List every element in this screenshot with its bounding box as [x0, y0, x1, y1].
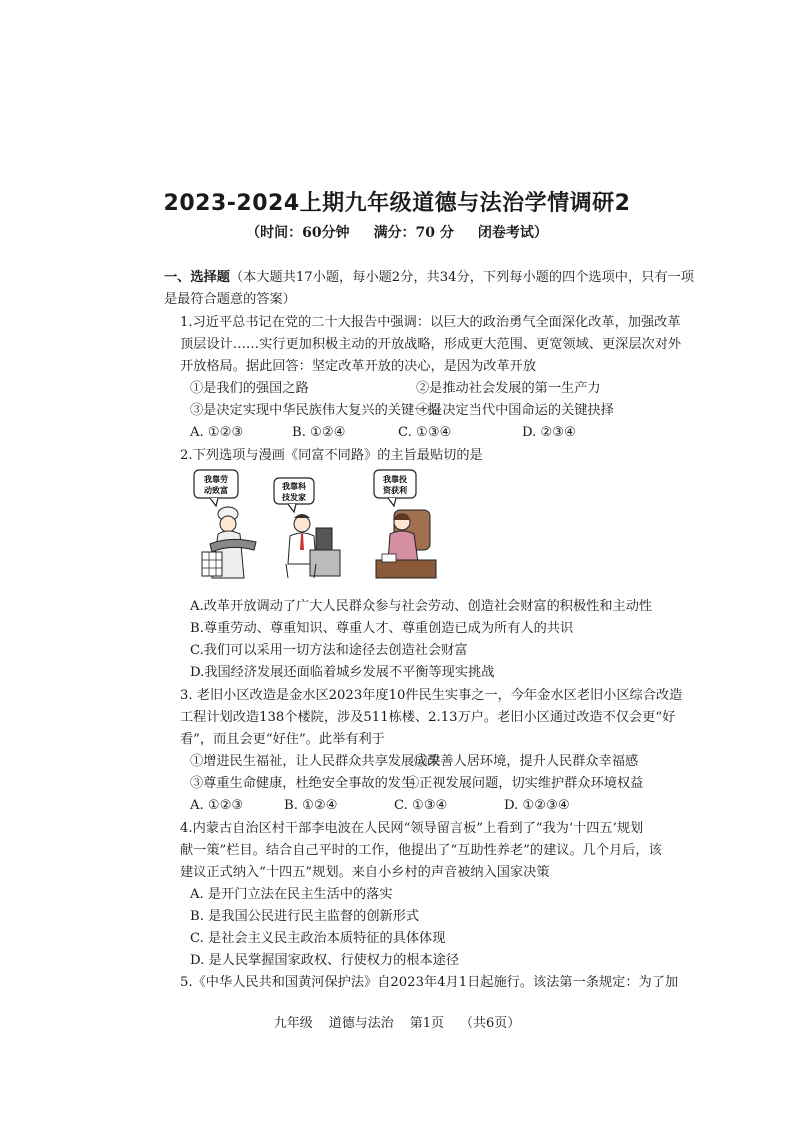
section-instruction-line2: 是最符合题意的答案）	[164, 292, 296, 307]
q1-option-b: B. ①②④	[292, 425, 346, 440]
q1-statement-4: ④是决定当代中国命运的关键抉择	[416, 403, 614, 418]
cartoon-illustration	[190, 466, 450, 596]
q4-option-b: B. 是我国公民进行民主监督的创新形式	[190, 909, 420, 924]
q1-line1: 1.习近平总书记在党的二十大报告中强调：以巨大的政治勇气全面深化改革，加强改革	[180, 315, 681, 330]
q4-line2: 献一策”栏目。结合自己平时的工作，他提出了“互助性养老”的建议。几个月后，该	[180, 843, 662, 858]
q1-statement-2: ②是推动社会发展的第一生产力	[416, 381, 601, 396]
footer-grade: 九年级	[273, 1016, 313, 1031]
footer-total: （共6页）	[460, 1016, 521, 1031]
page-title: 2023-2024上期九年级道德与法治学情调研2	[163, 191, 631, 216]
q4-option-a: A. 是开门立法在民主生活中的落实	[190, 887, 393, 902]
q3-line1: 3. 老旧小区改造是金水区2023年度10件民生实事之一，今年金水区老旧小区综合改造	[180, 688, 683, 703]
bubble1-line2: 动致富	[204, 486, 228, 495]
q3-line3: 看”，而且会更“好住”。此举有利于	[180, 732, 385, 747]
q3-line2: 工程计划改造138个楼院，涉及511栋楼、2.13万户。老旧小区通过改造不仅会更“好	[180, 710, 676, 725]
q5-line1: 5.《中华人民共和国黄河保护法》自2023年4月1日起施行。该法第一条规定：为了加	[180, 975, 679, 990]
q3-statement-4: ④正视发展问题，切实维护群众环境权益	[406, 776, 644, 791]
q3-statement-1: ①增进民生福祉，让人民群众共享发展成果	[190, 754, 441, 769]
bubble3-line2: 资获利	[383, 486, 407, 495]
q1-option-c: C. ①③④	[398, 425, 452, 440]
exam-mode: 闭卷考试）	[477, 225, 548, 241]
q4-option-d: D. 是人民掌握国家政权、行使权力的根本途径	[190, 953, 460, 968]
q3-option-a: A. ①②③	[190, 798, 244, 813]
q3-option-b: B. ①②④	[284, 798, 338, 813]
q1-option-d: D. ②③④	[522, 425, 576, 440]
worker-figure	[194, 470, 256, 578]
q1-option-a: A. ①②③	[190, 425, 244, 440]
q1-line2: 顶层设计……实行更加积极主动的开放战略，形成更大范围、更宽领域、更深层次对外	[180, 337, 682, 352]
investor-figure	[374, 470, 436, 578]
q2-option-d: D.我国经济发展还面临着城乡发展不平衡等现实挑战	[190, 665, 495, 680]
q3-statement-2: ②改善人居环境，提升人民群众幸福感	[414, 754, 639, 769]
page-footer	[0, 1012, 794, 1031]
q3-statement-3: ③尊重生命健康，杜绝安全事故的发生	[190, 776, 415, 791]
q1-statement-1: ①是我们的强国之路	[190, 381, 309, 396]
footer-subject: 道德与法治	[328, 1016, 394, 1031]
bubble1-line1: 我靠劳	[204, 475, 228, 484]
q3-option-c: C. ①③④	[394, 798, 448, 813]
exam-info	[0, 222, 794, 242]
q2-option-c: C.我们可以采用一切方法和途径去创造社会财富	[190, 643, 468, 658]
q1-statement-3: ③是决定实现中华民族伟大复兴的关键一招	[190, 403, 441, 418]
section-instruction	[164, 267, 694, 289]
section-instruction-line1: （本大题共17小题，每小题2分，共34分，下列每小题的四个选项中，只有一项	[229, 270, 694, 285]
q2-option-b: B.尊重劳动、尊重知识、尊重人才、尊重创造已成为所有人的共识	[190, 621, 574, 636]
bubble2-line2: 技发家	[282, 493, 306, 502]
q4-line1: 4.内蒙古自治区村干部李电波在人民网“领导留言板”上看到了“我为‘十四五’规划	[180, 821, 644, 836]
bubble2-line1: 我靠科	[282, 482, 306, 491]
q4-option-c: C. 是社会主义民主政治本质特征的具体体现	[190, 931, 446, 946]
q1-line3: 开放格局。据此回答：坚定改革开放的决心，是因为改革开放	[180, 359, 537, 374]
bubble3-line1: 我靠投	[383, 475, 407, 484]
q3-option-d: D. ①②③④	[504, 798, 570, 813]
q2-stem: 2.下列选项与漫画《同富不同路》的主旨最贴切的是	[180, 448, 483, 463]
q4-line3: 建议正式纳入“十四五”规划。来自小乡村的声音被纳入国家决策	[180, 865, 550, 880]
exam-score: 满分：70 分	[373, 225, 454, 241]
tech-worker-figure	[274, 478, 340, 578]
exam-time: （时间：60分钟	[246, 225, 350, 241]
section-heading: 一、选择题	[164, 270, 230, 285]
footer-page: 第1页	[409, 1016, 445, 1031]
q2-option-a: A.改革开放调动了广大人民群众参与社会劳动、创造社会财富的积极性和主动性	[190, 599, 653, 614]
